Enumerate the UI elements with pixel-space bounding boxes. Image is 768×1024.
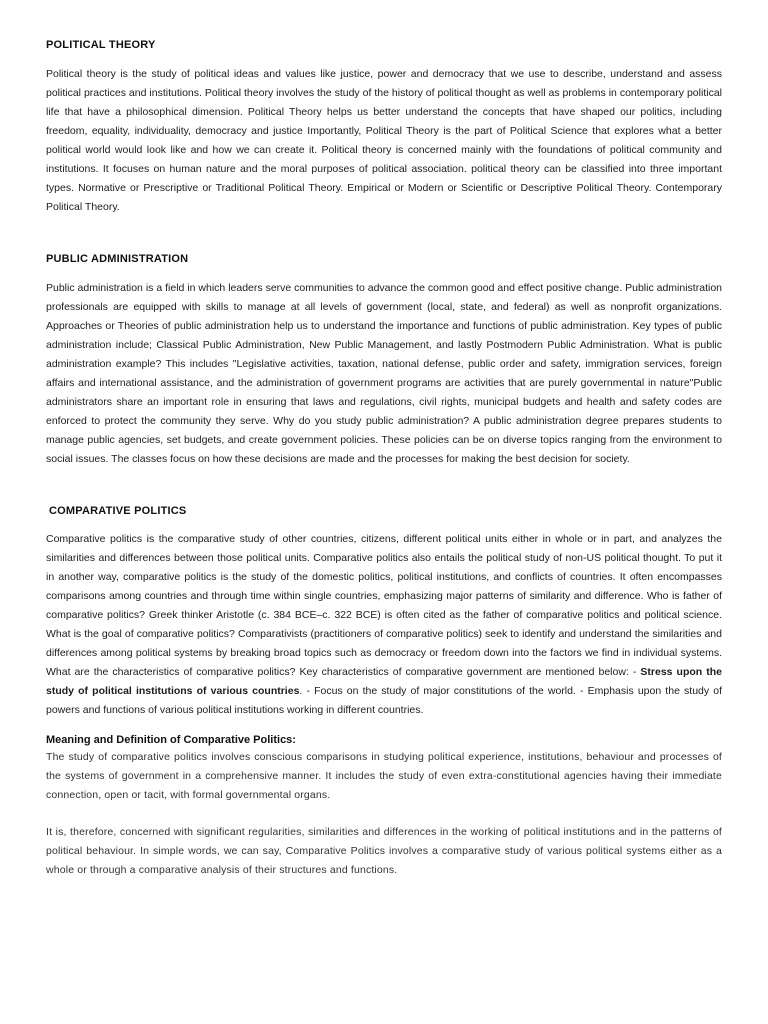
comparative-politics-paragraph <box>46 530 722 720</box>
political-theory-paragraph: Political theory is the study of political ideas and values like justice, power and democracy that we use to describe, understand and assess political practices and institutions. Political theory involves the study of the history of political thought as well as problems in contemporary political life that have a philosophical dimension. Political Theory helps us better understand the concepts that have shaped our politics, including freedom, equality, individuality, democracy and justice Importantly, Political Theory is the part of Political Science that explores what a better political world would look like and how we can create it. Political theory is concerned mainly with the foundations of political community and institutions. It focuses on human nature and the moral purposes of political association. political theory can be classified into three important types. Normative or Prescriptive or Traditional Political Theory. Empirical or Modern or Scientific or Descriptive Political Theory. Contemporary Political Theory. <box>46 68 722 213</box>
political-theory-heading: POLITICAL THEORY <box>46 39 156 51</box>
public-administration-paragraph: Public administration is a field in which leaders serve communities to advance the common good and effect positive change. Public administration professionals are equipped with skills to manage at all levels of government (local, state, and federal) as well as nonprofit organizations. Approaches or Theories of public administration help us to understand the importance and functions of public administration. Key types of public administration include; Classical Public Administration, New Public Management, and lastly Postmodern Public Administration. What is public administration example? This includes "Legislative activities, taxation, national defense, public order and safety, immigration services, foreign affairs and international assistance, and the administration of government programs are activities that are purely governmental in nature"Public administrators share an important role in ensuring that laws and regulations, civil rights, municipal budgets and health and safety codes are enforced to protect the community they serve. Why do you study public administration? A public administration degree prepares students to manage public agencies, set budgets, and create government policies. These policies can be on diverse topics ranging from the environment to social issues. The classes focus on how these decisions are made and the processes for making the best decision for society. <box>46 282 722 465</box>
comparative-politics-emphasis: Stress upon the study of political institutions of various countries <box>46 666 722 697</box>
public-administration-heading: PUBLIC ADMINISTRATION <box>46 253 189 265</box>
meaning-definition-paragraph-2: It is, therefore, concerned with significant regularities, similarities and differences in the working of political institutions and in the patterns of political behaviour. In simple words, we can say, Comparative Politics involves a comparative study of various political systems either as a whole or through a comparative analysis of their structures and functions. <box>46 826 722 876</box>
comparative-politics-text-2: . - Focus on the study of major constitutions of the world. - Emphasis upon the study of powers and functions of various political institutions working in different countries. <box>46 685 723 716</box>
meaning-definition-paragraph-1: The study of comparative politics involves conscious comparisons in studying political experience, institutions, behaviour and processes of the systems of government in a comprehensive manner. It includes the study of even extra-constitutional agencies having their immediate connection, open or tacit, with formal governmental organs. <box>46 751 722 801</box>
comparative-politics-text-1: Comparative politics is the comparative study of other countries, citizens, different political units either in whole or in part, and analyzes the similarities and differences between those political units. Comparative politics also entails the political study of non-US political thought. To put it in another way, comparative politics is the study of the domestic politics, political institutions, and conflicts of countries. It often encompasses comparisons among countries and through time within single countries, emphasizing major patterns of similarity and difference. Who is father of comparative politics? Greek thinker Aristotle (c. 384 BCE–c. 322 BCE) is often cited as the father of comparative politics and political science. What is the goal of comparative politics? Comparativists (practitioners of comparative politics) seek to identify and understand the similarities and differences among political systems by breaking broad topics such as democracy or freedom down into the factors we find in individual systems. What are the characteristics of comparative politics? Key characteristics of comparative government are mentioned below: - <box>46 533 722 678</box>
meaning-definition-heading: Meaning and Definition of Comparative Politics: <box>46 734 296 746</box>
comparative-politics-heading: COMPARATIVE POLITICS <box>49 505 187 517</box>
